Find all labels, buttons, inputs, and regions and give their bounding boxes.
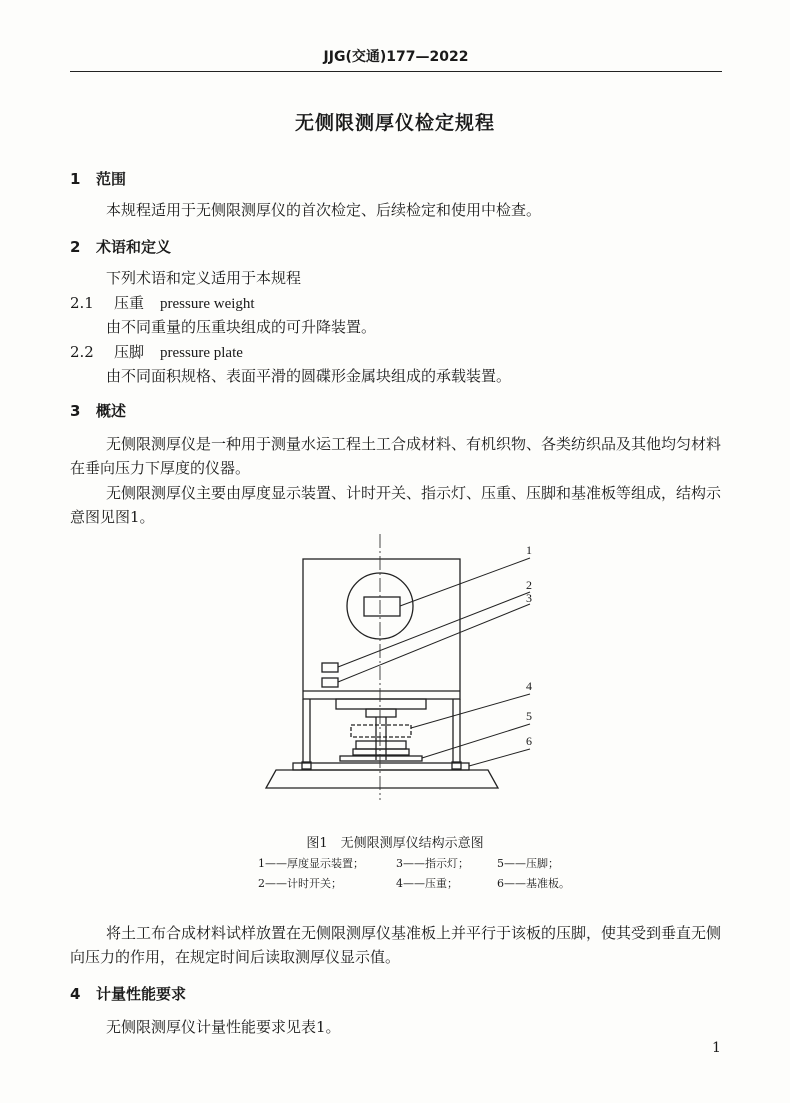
carriage: [336, 699, 426, 709]
section-title: 计量性能要求: [96, 985, 187, 1003]
legend-item-2: 2——计时开关；: [258, 877, 342, 890]
section-3-paragraph-3: 将土工布合成材料试样放置在无侧限测厚仪基准板上并平行于该板的压脚，使其受到垂直无侧向压力的作用，在规定时间后读取测厚仪显示值。: [70, 924, 722, 966]
section-title: 术语和定义: [96, 238, 172, 256]
weight-plate: [356, 741, 406, 749]
legend-item-1: 1——厚度显示装置；: [258, 857, 364, 870]
term-english: pressure plate: [160, 345, 243, 361]
pressure-foot: [353, 749, 409, 755]
leader-line-5: [422, 724, 530, 758]
callout-6: 6: [526, 734, 532, 748]
reference-plate: [293, 763, 469, 770]
term-english: pressure weight: [160, 296, 255, 312]
term-name: 压脚: [114, 343, 145, 361]
section-1-text: 本规程适用于无侧限测厚仪的首次检定、后续检定和使用中检查。: [106, 201, 542, 219]
section-number: 4: [70, 985, 81, 1003]
running-header: JJG(交通)177—2022: [323, 49, 469, 65]
callout-1: 1: [526, 543, 532, 557]
foot-disc: [340, 756, 422, 761]
section-title: 概述: [96, 402, 127, 420]
section-3-paragraph-2: 无侧限测厚仪主要由厚度显示装置、计时开关、指示灯、压重、压脚和基准板等组成，结构示意图见图1。: [70, 484, 722, 526]
callout-4: 4: [526, 679, 532, 693]
callout-5: 5: [526, 709, 532, 723]
legend-item-6: 6——基准板。: [497, 877, 570, 890]
page-number: 1: [712, 1040, 721, 1056]
section-4-text: 无侧限测厚仪计量性能要求见表1。: [106, 1018, 341, 1036]
carriage-block: [366, 709, 396, 717]
term-name: 压重: [114, 294, 145, 312]
section-number: 3: [70, 402, 81, 420]
thickness-gauge-schematic: [258, 534, 548, 802]
timer-switch: [322, 663, 338, 672]
indicator-light: [322, 678, 338, 687]
leader-line-6: [469, 749, 530, 766]
figure-caption: 图1 无侧限测厚仪结构示意图: [306, 836, 484, 851]
callout-3: 3: [526, 591, 532, 605]
section-number: 2: [70, 238, 81, 256]
section-number: 1: [70, 170, 81, 188]
section-title: 范围: [96, 170, 127, 188]
term-number: 2.2: [70, 343, 94, 361]
callout-2: 2: [526, 578, 532, 592]
section-2-intro: 下列术语和定义适用于本规程: [106, 269, 302, 287]
section-2-heading: [70, 236, 171, 257]
document-title: 无侧限测厚仪检定规程: [294, 112, 495, 134]
term-2-1: [70, 292, 255, 313]
section-4-heading: [70, 983, 186, 1004]
pressure-weight: [351, 725, 411, 737]
instrument-base: [266, 770, 498, 788]
header-rule: [70, 71, 722, 72]
section-1-heading: [70, 168, 126, 189]
leader-line-1: [400, 558, 530, 606]
legend-item-5: 5——压脚；: [497, 857, 559, 870]
display-window: [364, 597, 400, 616]
term-2-2: [70, 341, 243, 362]
figure-1-diagram: [258, 534, 548, 806]
section-3-heading: [70, 400, 126, 421]
term-2-1-definition: 由不同重量的压重块组成的可升降装置。: [106, 318, 377, 336]
section-3-paragraph-1: 无侧限测厚仪是一种用于测量水运工程土工合成材料、有机织物、各类纺织品及其他均匀材料在垂向压力下厚度的仪器。: [70, 435, 722, 477]
leader-line-2: [338, 592, 530, 667]
legend-item-4: 4——压重；: [396, 877, 458, 890]
term-2-2-definition: 由不同面积规格、表面平滑的圆碟形金属块组成的承载装置。: [106, 367, 512, 385]
legend-item-3: 3——指示灯；: [396, 857, 469, 870]
term-number: 2.1: [70, 294, 94, 312]
